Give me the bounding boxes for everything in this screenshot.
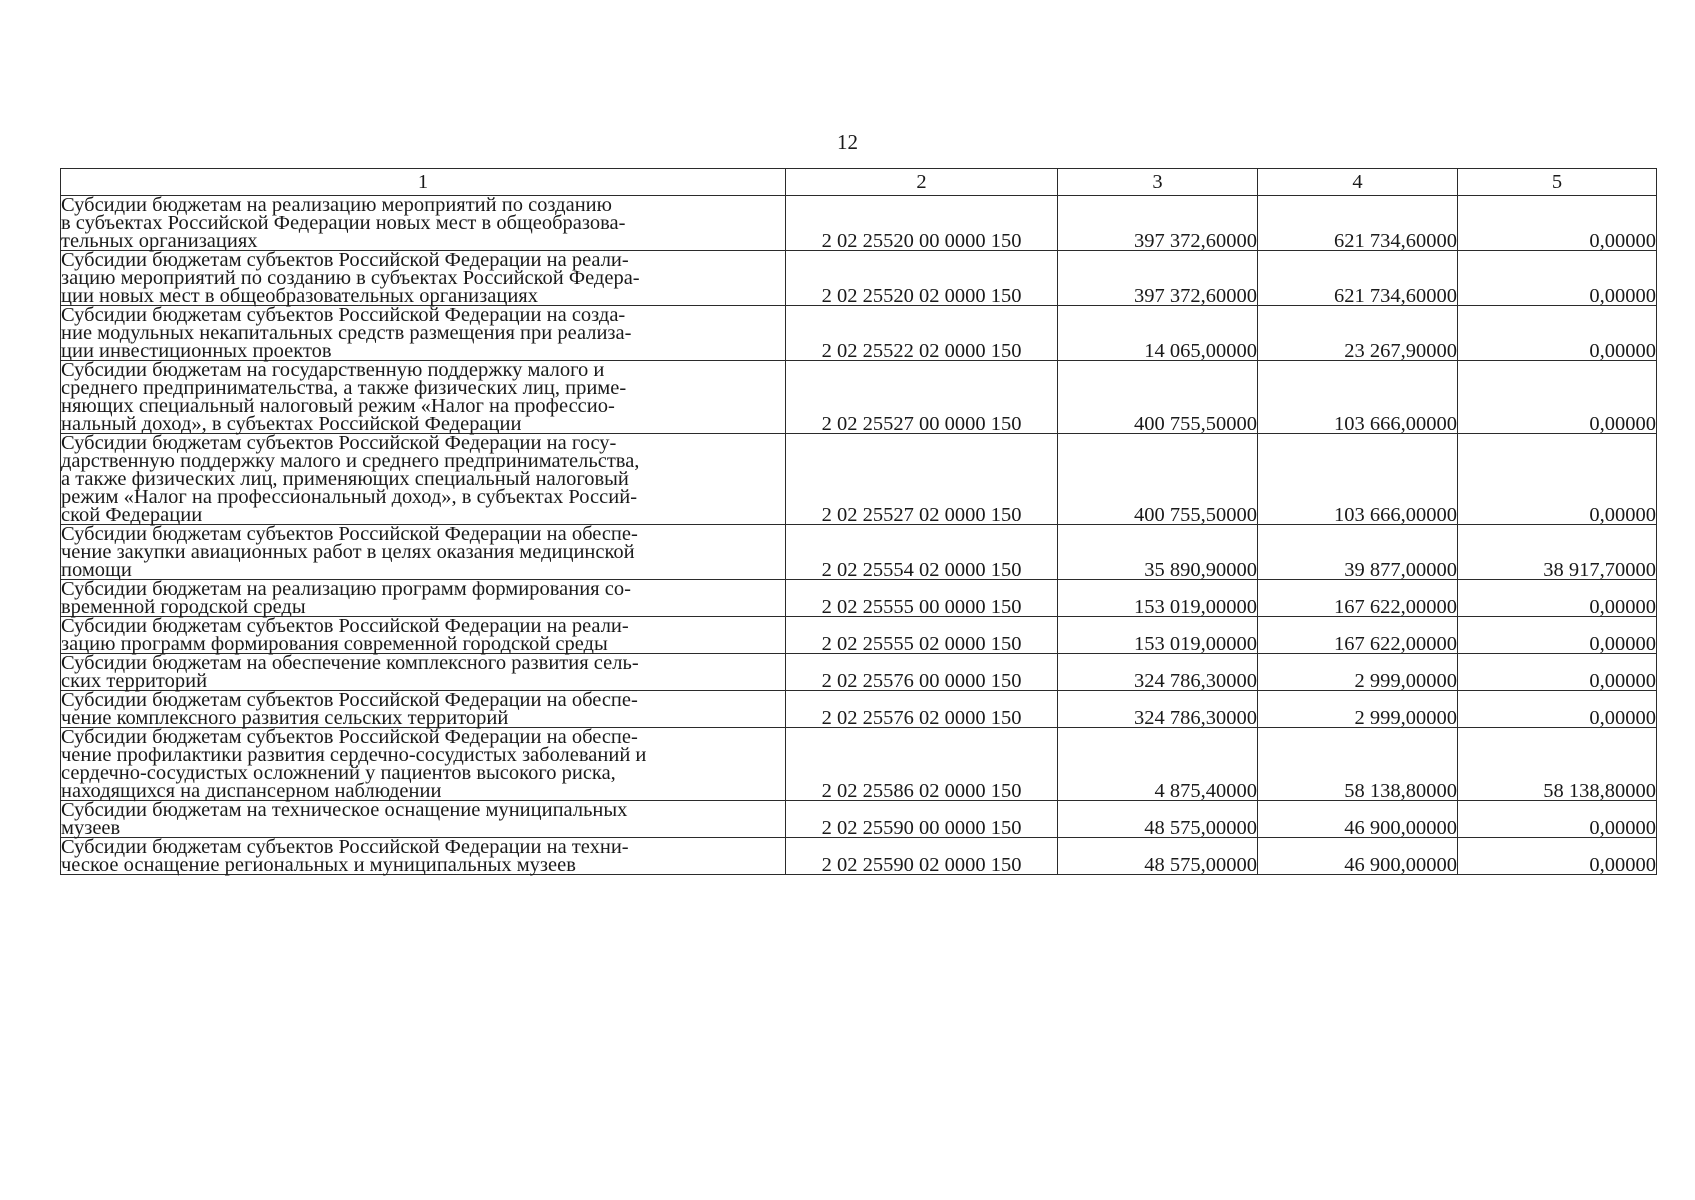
- description-line: Субсидии бюджетам субъектов Российской Федерации на госу-: [61, 432, 617, 454]
- budget-code: 2 02 25527 00 0000 150: [786, 361, 1058, 434]
- description-line: ческое оснащение региональных и муниципальных музеев: [61, 854, 576, 876]
- row-description: [61, 251, 786, 306]
- table-row: [61, 306, 1657, 361]
- description-line: Субсидии бюджетам субъектов Российской Федерации на обеспе-: [61, 726, 638, 748]
- column-header: 2: [786, 169, 1058, 196]
- description-line: няющих специальный налоговый режим «Налог на профессио-: [61, 395, 615, 417]
- description-line: чение закупки авиационных работ в целях оказания медицинской: [61, 541, 635, 563]
- value-col4: 2 999,00000: [1258, 691, 1458, 728]
- budget-code: 2 02 25590 00 0000 150: [786, 801, 1058, 838]
- budget-code: 2 02 25590 02 0000 150: [786, 838, 1058, 875]
- value-col4: 58 138,80000: [1258, 728, 1458, 801]
- value-col4: 103 666,00000: [1258, 361, 1458, 434]
- description-line: Субсидии бюджетам на обеспечение комплексного развития сель-: [61, 652, 639, 674]
- row-description: [61, 196, 786, 251]
- description-line: Субсидии бюджетам субъектов Российской Федерации на реали-: [61, 615, 629, 637]
- value-col5: 0,00000: [1458, 251, 1657, 306]
- table-row: [61, 654, 1657, 691]
- table-row: [61, 434, 1657, 525]
- value-col5: 0,00000: [1458, 801, 1657, 838]
- description-line: ских территорий: [61, 670, 208, 692]
- row-description: [61, 306, 786, 361]
- description-line: зацию мероприятий по созданию в субъектах Российской Федера-: [61, 267, 640, 289]
- value-col3: 4 875,40000: [1058, 728, 1258, 801]
- description-line: помощи: [61, 559, 132, 581]
- description-line: а также физических лиц, применяющих специальный налоговый: [61, 468, 629, 490]
- budget-code: 2 02 25576 00 0000 150: [786, 654, 1058, 691]
- description-line: Субсидии бюджетам субъектов Российской Федерации на обеспе-: [61, 523, 638, 545]
- value-col3: 153 019,00000: [1058, 580, 1258, 617]
- description-line: ской Федерации: [61, 504, 203, 526]
- value-col5: 38 917,70000: [1458, 525, 1657, 580]
- table-row: [61, 801, 1657, 838]
- budget-code: 2 02 25520 00 0000 150: [786, 196, 1058, 251]
- description-line: ции новых мест в общеобразовательных организациях: [61, 285, 538, 307]
- value-col5: 58 138,80000: [1458, 728, 1657, 801]
- description-line: Субсидии бюджетам на реализацию мероприятий по созданию: [61, 194, 612, 216]
- table-row: [61, 525, 1657, 580]
- value-col5: 0,00000: [1458, 580, 1657, 617]
- value-col5: 0,00000: [1458, 196, 1657, 251]
- row-description: [61, 361, 786, 434]
- description-line: дарственную поддержку малого и среднего предпринимательства,: [61, 450, 640, 472]
- description-line: Субсидии бюджетам на государственную поддержку малого и: [61, 359, 605, 381]
- description-line: Субсидии бюджетам субъектов Российской Федерации на созда-: [61, 304, 626, 326]
- table-row: [61, 580, 1657, 617]
- value-col3: 48 575,00000: [1058, 838, 1258, 875]
- row-description: [61, 691, 786, 728]
- description-line: ции инвестиционных проектов: [61, 340, 332, 362]
- value-col3: 14 065,00000: [1058, 306, 1258, 361]
- value-col3: 397 372,60000: [1058, 251, 1258, 306]
- description-line: зацию программ формирования современной городской среды: [61, 633, 608, 655]
- description-line: в субъектах Российской Федерации новых мест в общеобразова-: [61, 212, 626, 234]
- value-col3: 400 755,50000: [1058, 361, 1258, 434]
- description-line: Субсидии бюджетам на реализацию программ формирования со-: [61, 578, 631, 600]
- value-col5: 0,00000: [1458, 434, 1657, 525]
- row-description: [61, 801, 786, 838]
- table-row: [61, 251, 1657, 306]
- value-col4: 39 877,00000: [1258, 525, 1458, 580]
- description-line: ние модульных некапитальных средств размещения при реализа-: [61, 322, 632, 344]
- description-line: режим «Налог на профессиональный доход», в субъектах Россий-: [61, 486, 638, 508]
- value-col5: 0,00000: [1458, 617, 1657, 654]
- column-header: 4: [1258, 169, 1458, 196]
- column-header: 5: [1458, 169, 1657, 196]
- row-description: [61, 525, 786, 580]
- row-description: [61, 434, 786, 525]
- table-row: [61, 728, 1657, 801]
- value-col4: 621 734,60000: [1258, 251, 1458, 306]
- value-col4: 621 734,60000: [1258, 196, 1458, 251]
- column-header: 1: [61, 169, 786, 196]
- budget-code: 2 02 25554 02 0000 150: [786, 525, 1058, 580]
- description-line: нальный доход», в субъектах Российской Федерации: [61, 413, 522, 435]
- row-description: [61, 654, 786, 691]
- description-line: музеев: [61, 817, 121, 839]
- value-col4: 2 999,00000: [1258, 654, 1458, 691]
- budget-code: 2 02 25555 00 0000 150: [786, 580, 1058, 617]
- value-col3: 324 786,30000: [1058, 691, 1258, 728]
- value-col4: 23 267,90000: [1258, 306, 1458, 361]
- budget-code: 2 02 25576 02 0000 150: [786, 691, 1058, 728]
- value-col5: 0,00000: [1458, 838, 1657, 875]
- row-description: [61, 838, 786, 875]
- description-line: Субсидии бюджетам субъектов Российской Федерации на техни-: [61, 836, 629, 858]
- budget-code: 2 02 25586 02 0000 150: [786, 728, 1058, 801]
- table-row: [61, 196, 1657, 251]
- description-line: среднего предпринимательства, а также физических лиц, приме-: [61, 377, 627, 399]
- value-col5: 0,00000: [1458, 691, 1657, 728]
- page-number: 12: [837, 130, 858, 154]
- value-col5: 0,00000: [1458, 361, 1657, 434]
- row-description: [61, 580, 786, 617]
- description-line: чение профилактики развития сердечно-сосудистых заболеваний и: [61, 744, 647, 766]
- value-col5: 0,00000: [1458, 306, 1657, 361]
- value-col4: 103 666,00000: [1258, 434, 1458, 525]
- description-line: чение комплексного развития сельских территорий: [61, 707, 509, 729]
- value-col4: 46 900,00000: [1258, 838, 1458, 875]
- value-col3: 400 755,50000: [1058, 434, 1258, 525]
- budget-code: 2 02 25555 02 0000 150: [786, 617, 1058, 654]
- value-col4: 46 900,00000: [1258, 801, 1458, 838]
- description-line: Субсидии бюджетам на техническое оснащение муниципальных: [61, 799, 628, 821]
- value-col3: 324 786,30000: [1058, 654, 1258, 691]
- budget-table: [60, 168, 1657, 875]
- description-line: временной городской среды: [61, 596, 306, 618]
- value-col4: 167 622,00000: [1258, 617, 1458, 654]
- table-row: [61, 361, 1657, 434]
- header-row: [61, 169, 1657, 196]
- table-row: [61, 617, 1657, 654]
- table-row: [61, 838, 1657, 875]
- value-col3: 35 890,90000: [1058, 525, 1258, 580]
- value-col5: 0,00000: [1458, 654, 1657, 691]
- value-col3: 397 372,60000: [1058, 196, 1258, 251]
- description-line: тельных организациях: [61, 230, 258, 252]
- row-description: [61, 617, 786, 654]
- table-row: [61, 691, 1657, 728]
- description-line: находящихся на диспансерном наблюдении: [61, 780, 442, 802]
- budget-code: 2 02 25522 02 0000 150: [786, 306, 1058, 361]
- description-line: Субсидии бюджетам субъектов Российской Федерации на обеспе-: [61, 689, 638, 711]
- value-col3: 48 575,00000: [1058, 801, 1258, 838]
- value-col3: 153 019,00000: [1058, 617, 1258, 654]
- description-line: Субсидии бюджетам субъектов Российской Федерации на реали-: [61, 249, 629, 271]
- budget-code: 2 02 25527 02 0000 150: [786, 434, 1058, 525]
- description-line: сердечно-сосудистых осложнений у пациентов высокого риска,: [61, 762, 616, 784]
- budget-code: 2 02 25520 02 0000 150: [786, 251, 1058, 306]
- value-col4: 167 622,00000: [1258, 580, 1458, 617]
- column-header: 3: [1058, 169, 1258, 196]
- row-description: [61, 728, 786, 801]
